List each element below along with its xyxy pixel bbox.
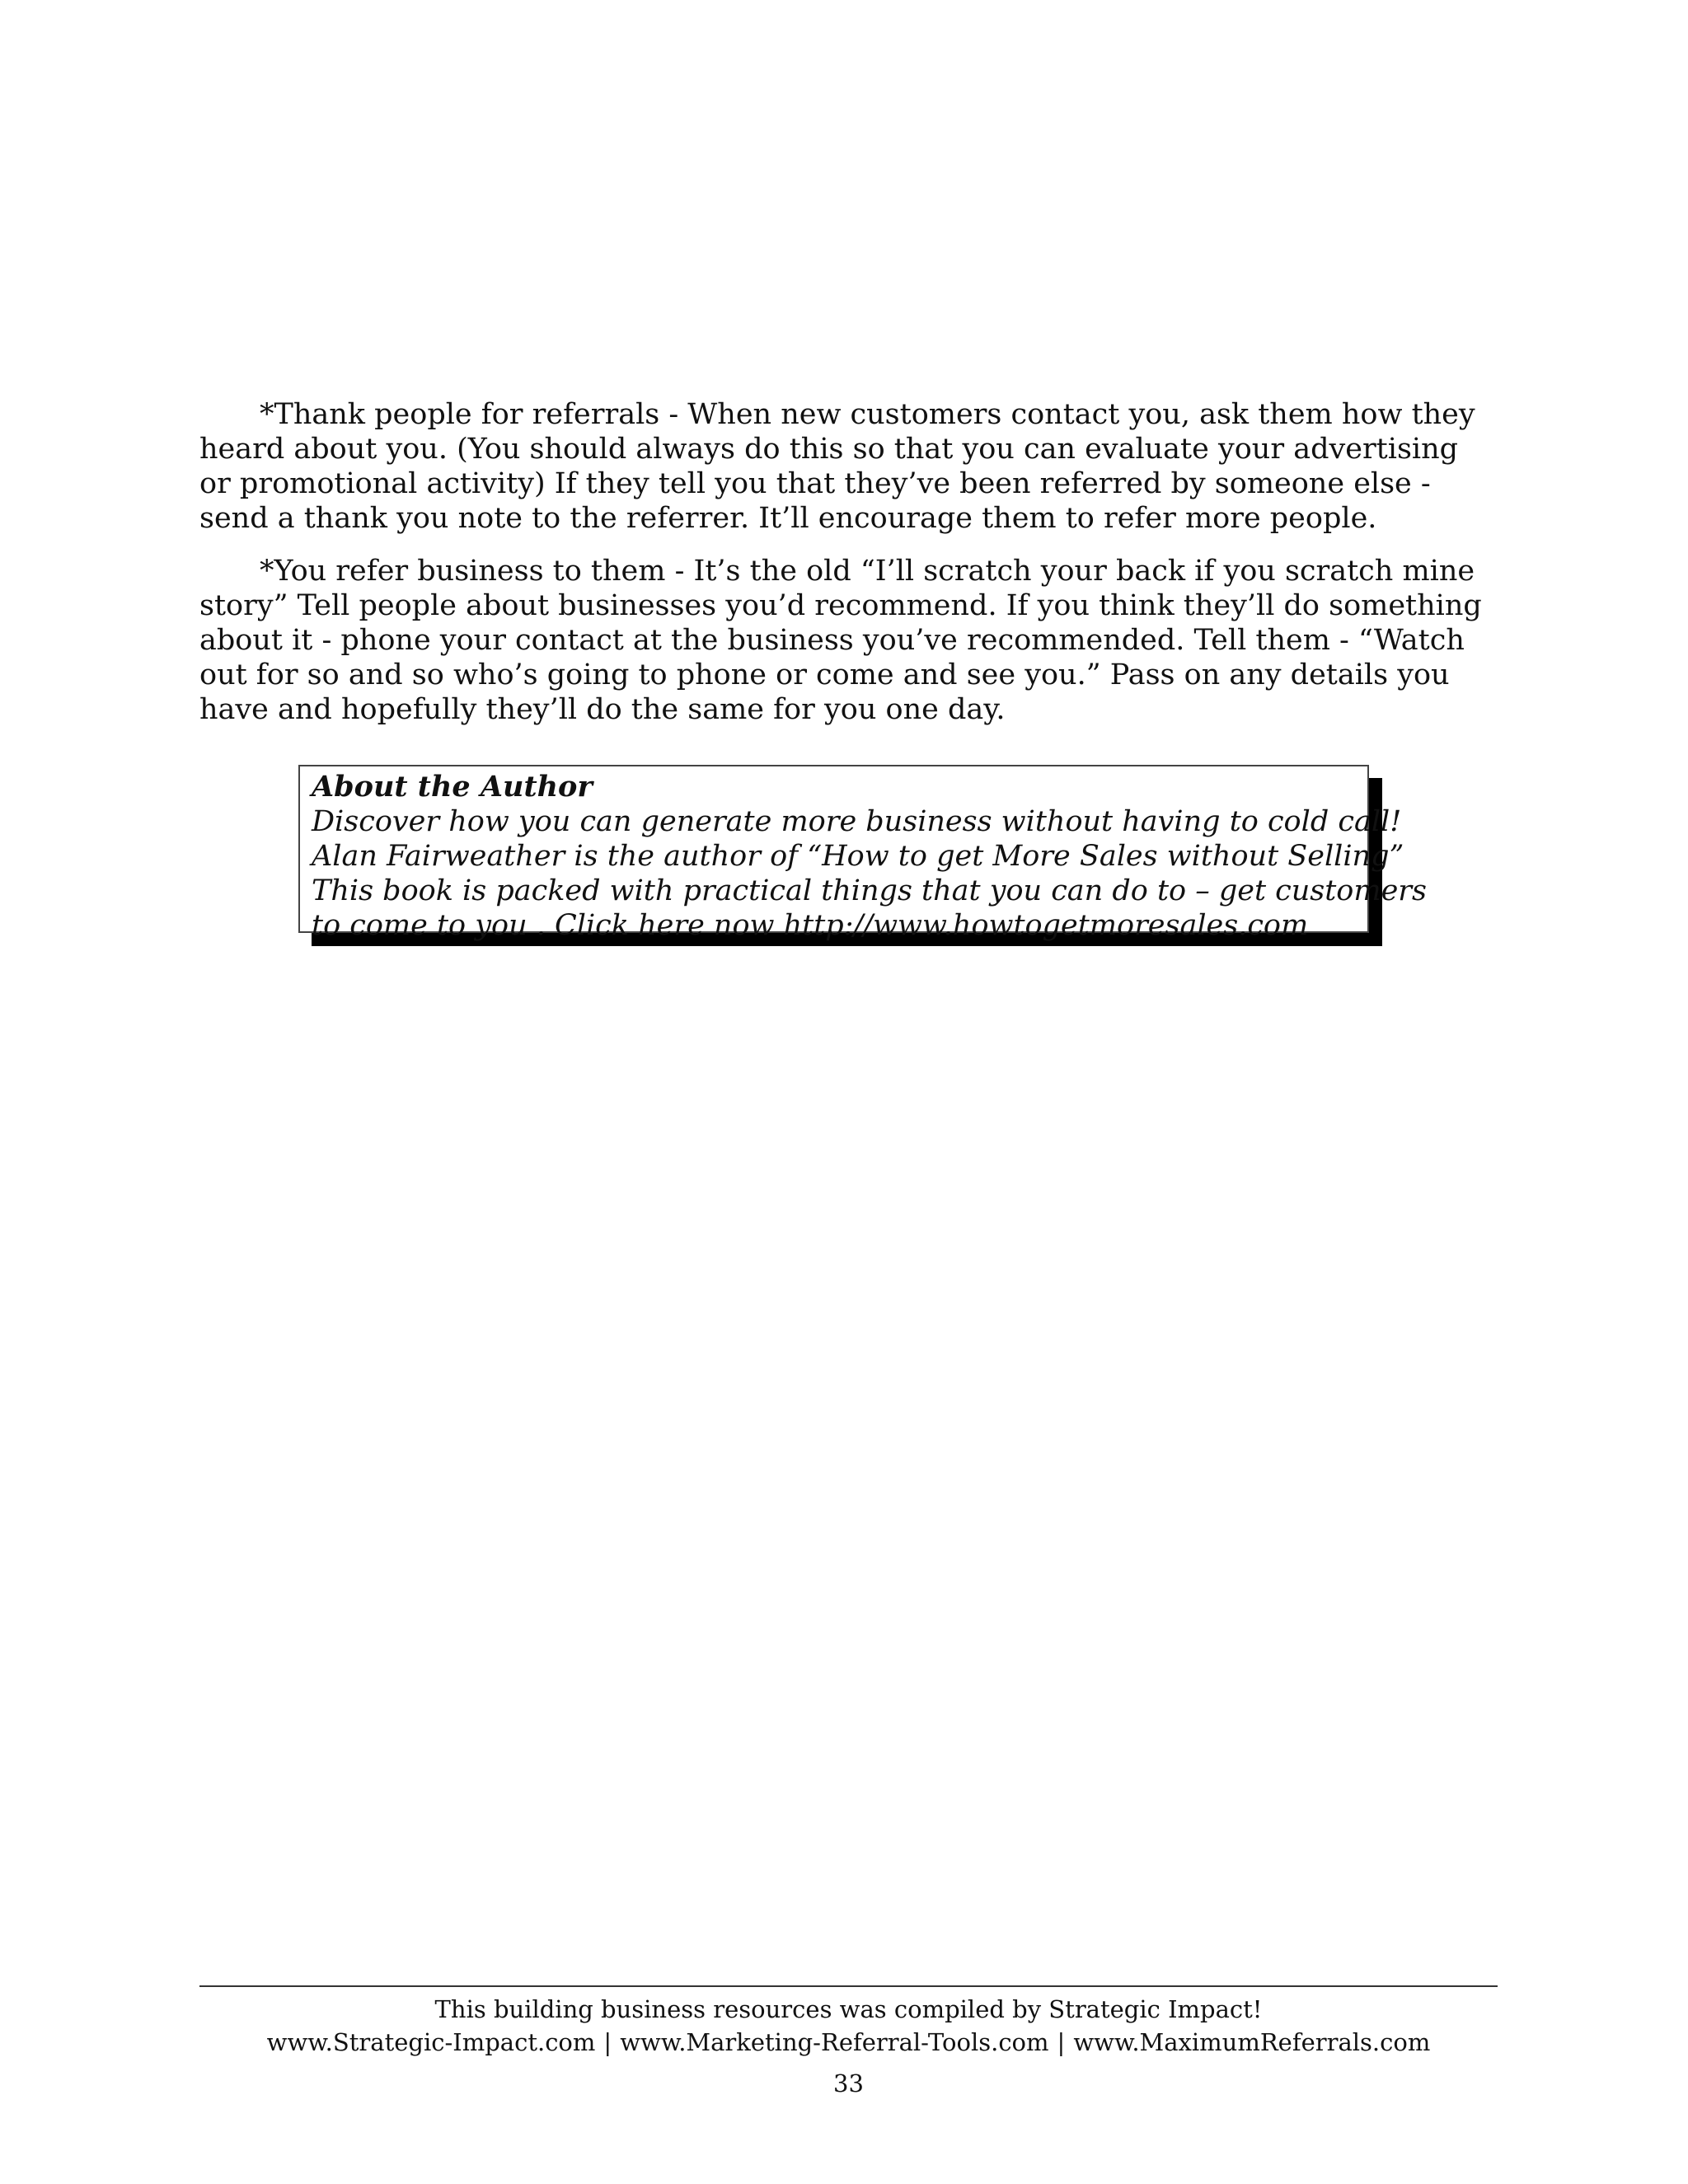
page-number: 33 xyxy=(833,2069,864,2097)
footer-link-marketing-referral-tools[interactable]: www.Marketing-Referral-Tools.com xyxy=(620,2028,1049,2056)
paragraph-thank-referrals: *Thank people for referrals - When new customers contact you, ask them how they heard about you. (You should always do this so that you can evaluate your advertising or promotional activity) If they tell you that they’ve been referred by someone else - send a thank you note to the referrer. It’ll encourage them to refer more people. xyxy=(199,398,1475,535)
about-author-title: About the Author xyxy=(312,770,593,804)
paragraph-refer-business: *You refer business to them - It’s the old “I’ll scratch your back if you scratch mine story” Tell people about businesses you’d recommend. If you think they’ll do something about it - phone your contact at the business you’ve recommended. Tell them - “Watch out for so and so who’s going to phone or come and see you.” Pass on any details you have and hopefully they’ll do the same for you one day. xyxy=(199,555,1482,726)
footer-separator: | xyxy=(1057,2028,1066,2056)
about-author-line: Discover how you can generate more business without having to cold call! xyxy=(312,805,1402,838)
page-footer xyxy=(199,1993,1498,2059)
about-author-line: This book is packed with practical things that you can do to – get customers xyxy=(312,874,1427,907)
footer-divider xyxy=(199,1985,1498,1987)
about-author-line: Alan Fairweather is the author of “How to get More Sales without Selling” xyxy=(312,840,1404,873)
about-author-link-line[interactable]: to come to you . Click here now http://www.howtogetmoresales.com xyxy=(312,909,1309,942)
footer-separator: | xyxy=(603,2028,612,2056)
footer-links xyxy=(199,2026,1498,2059)
footer-link-strategic-impact[interactable]: www.Strategic-Impact.com xyxy=(266,2028,596,2056)
footer-link-maximum-referrals[interactable]: www.MaximumReferrals.com xyxy=(1073,2028,1431,2056)
body-text xyxy=(199,397,1498,745)
footer-credit: This building business resources was compiled by Strategic Impact! xyxy=(434,1995,1263,2023)
about-author-box xyxy=(298,765,1427,942)
